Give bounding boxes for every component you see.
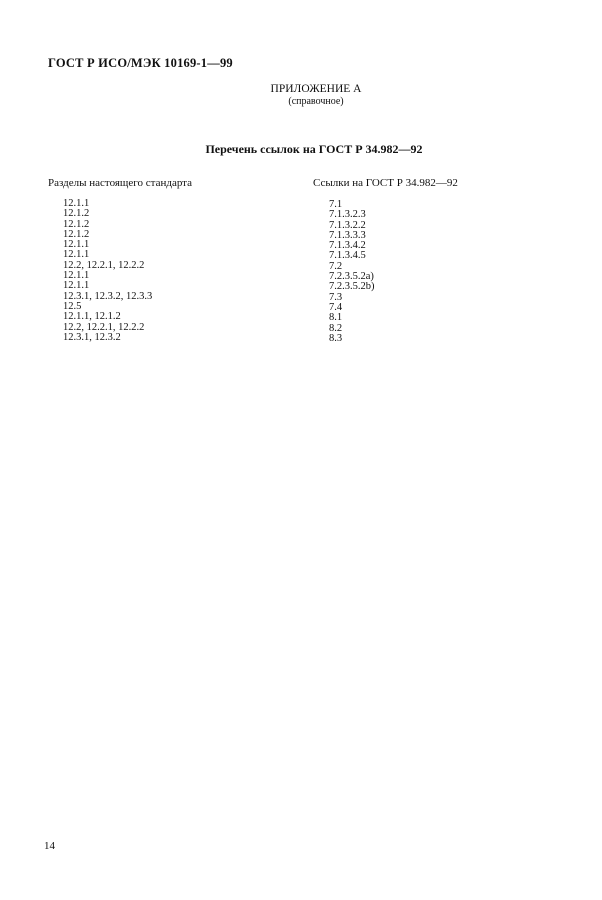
reference-list-title: Перечень ссылок на ГОСТ Р 34.982—92	[205, 142, 423, 156]
reference-item: 7.1.3.3.3	[329, 229, 366, 241]
reference-item: 7.1	[329, 199, 343, 210]
references-column-header: Ссылки на ГОСТ Р 34.982—92	[313, 177, 458, 189]
appendix-note: (справочное)	[288, 96, 344, 107]
sections-column-header: Разделы настоящего стандарта	[48, 177, 193, 189]
reference-item: 7.2.3.5.2b)	[329, 281, 375, 293]
appendix-title: ПРИЛОЖЕНИЕ А	[270, 83, 362, 95]
references-list	[329, 200, 375, 344]
reference-item: 7.4	[329, 301, 343, 313]
page-number: 14	[44, 840, 55, 852]
section-item: 12.2, 12.2.1, 12.2.2	[63, 259, 145, 271]
section-item: 12.1.2	[63, 208, 90, 220]
reference-item: 7.1.3.4.2	[329, 240, 366, 252]
reference-item: 7.3	[329, 291, 343, 303]
document-code: ГОСТ Р ИСО/МЭК 10169-1—99	[48, 56, 233, 70]
sections-list	[63, 199, 152, 343]
section-item: 12.1.2	[63, 218, 90, 230]
reference-item: 7.2	[329, 260, 343, 272]
reference-item: 7.2.3.5.2a)	[329, 271, 374, 283]
section-item: 12.3.1, 12.3.2, 12.3.3	[63, 290, 153, 302]
section-item: 12.5	[63, 300, 82, 312]
section-item: 12.1.1	[63, 239, 90, 251]
section-item: 12.1.1	[63, 249, 90, 261]
reference-item: 7.1.3.4.5	[329, 250, 366, 262]
section-item: 12.2, 12.2.1, 12.2.2	[63, 321, 145, 333]
reference-item: 8.3	[329, 332, 343, 344]
section-item: 12.1.2	[63, 228, 90, 240]
section-item: 12.1.1	[63, 280, 90, 292]
reference-item: 7.1.3.2.2	[329, 219, 366, 231]
section-item: 12.1.1, 12.1.2	[63, 311, 121, 323]
reference-item: 8.2	[329, 322, 343, 334]
reference-item: 8.1	[329, 312, 343, 324]
section-item: 12.3.1, 12.3.2	[63, 331, 121, 343]
reference-item: 7.1.3.2.3	[329, 209, 366, 221]
section-item: 12.1.1	[63, 198, 90, 209]
section-item: 12.1.1	[63, 270, 90, 282]
